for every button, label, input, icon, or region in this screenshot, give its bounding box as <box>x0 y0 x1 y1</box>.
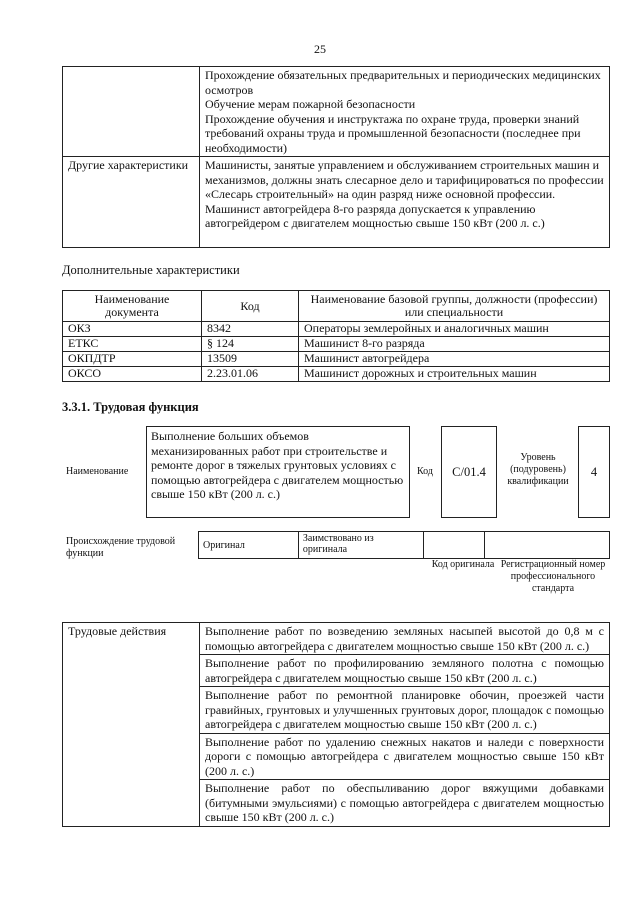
function-code-value: C/01.4 <box>441 426 497 518</box>
table-cell: Выполнение работ по обеспыливанию дорог вяжущими добавками (битумными эмульсиями) с помощью автогрейдера с двигателем мощностью свыше 150 кВт (200 л. с.) <box>200 780 610 827</box>
additional-characteristics-table <box>62 290 610 382</box>
table-row <box>199 532 610 559</box>
table-cell: ОКЗ <box>63 322 202 337</box>
level-label: Уровень (подуровень) квалификации <box>507 452 569 487</box>
section-title: Дополнительные характеристики <box>62 263 240 277</box>
table-row <box>63 367 610 382</box>
table-cell: Выполнение работ по возведению земляных насыпей высотой до 0,8 м с помощью автогрейдера с двигателем мощностью свыше 150 кВт (200 л. с.) <box>200 623 610 655</box>
table-cell: ОКСО <box>63 367 202 382</box>
origin-code-label: Код оригинала <box>431 559 495 570</box>
origin-label: Происхождение трудовой функции <box>66 536 176 559</box>
table-header-row <box>63 291 610 322</box>
table-cell: Выполнение работ по ремонтной планировке обочин, проезжей части гравийных, грунтовых и улучшенных грунтовых дорог, площадок с помощью автогрейдера с двигателем мощностью свыше 150 кВт (200 л. с.) <box>200 687 610 734</box>
name-label: Наименование <box>66 466 129 477</box>
original-cell: Оригинал <box>199 532 299 559</box>
list-item: Прохождение обязательных предварительных и периодических медицинских осмотров <box>205 68 601 97</box>
table-cell <box>200 157 610 248</box>
table-cell: 2.23.01.06 <box>202 367 299 382</box>
code-label: Код <box>417 466 433 477</box>
level-value: 4 <box>578 426 610 518</box>
table-row <box>63 67 610 157</box>
list-item: Машинист автогрейдера 8-го разряда допускается к управлению автогрейдером с двигателем мощностью свыше 150 кВт (200 л. с.) <box>205 201 545 230</box>
reg-number-cell <box>485 532 610 559</box>
borrowed-cell: Заимствовано из оригинала <box>298 532 423 559</box>
table-cell: 8342 <box>202 322 299 337</box>
table-cell: Выполнение работ по удалению снежных накатов и наледи с поверхности дороги с помощью автогрейдера с двигателем мощностью свыше 150 кВт (200 л. с.) <box>200 733 610 780</box>
function-title: 3.3.1. Трудовая функция <box>62 400 199 414</box>
table-cell: Машинист дорожных и строительных машин <box>299 367 610 382</box>
table-cell: Машинист 8-го разряда <box>299 337 610 352</box>
row-label: Трудовые действия <box>63 623 200 827</box>
characteristics-table <box>62 66 610 248</box>
table-cell <box>63 67 200 157</box>
table-row <box>63 337 610 352</box>
table-cell: Выполнение работ по профилированию земляного полотна с помощью автогрейдера с двигателем мощностью свыше 150 кВт (200 л. с.) <box>200 655 610 687</box>
table-cell: Машинист автогрейдера <box>299 352 610 367</box>
table-cell: § 124 <box>202 337 299 352</box>
list-item: Машинисты, занятые управлением и обслуживанием строительных машин и механизмов, должны знать слесарное дело и тарифицироваться по профессии «Слесарь строительный» на один разряд ниже основной профессии. <box>205 158 604 201</box>
table-cell: ОКПДТР <box>63 352 202 367</box>
table-cell <box>200 67 610 157</box>
table-cell: ЕТКС <box>63 337 202 352</box>
table-cell: Операторы землеройных и аналогичных машин <box>299 322 610 337</box>
list-item: Прохождение обучения и инструктажа по охране труда, проверки знаний требований охраны труда и промышленной безопасности (последнее при необходимости) <box>205 111 581 155</box>
column-header: Наименование базовой группы, должности (профессии) или специальности <box>299 291 610 322</box>
table-row <box>63 322 610 337</box>
page-number: 25 <box>314 42 326 56</box>
table-row <box>63 623 610 655</box>
column-header: Наименование документа <box>63 291 202 322</box>
function-name-value: Выполнение больших объемов механизированных работ при строительстве и ремонте дорог в тяжелых грунтовых условиях с помощью автогрейдера с двигателем мощностью свыше 150 кВт (200 л. с.) <box>146 426 410 518</box>
row-label: Другие характеристики <box>63 157 200 248</box>
list-item: Обучение мерам пожарной безопасности <box>205 97 416 111</box>
origin-table <box>198 531 610 559</box>
reg-number-label: Регистрационный номер профессионального стандарта <box>500 559 606 594</box>
table-row <box>63 352 610 367</box>
table-row <box>63 157 610 248</box>
labor-actions-table <box>62 622 610 827</box>
table-cell: 13509 <box>202 352 299 367</box>
origin-code-cell <box>423 532 485 559</box>
column-header: Код <box>202 291 299 322</box>
